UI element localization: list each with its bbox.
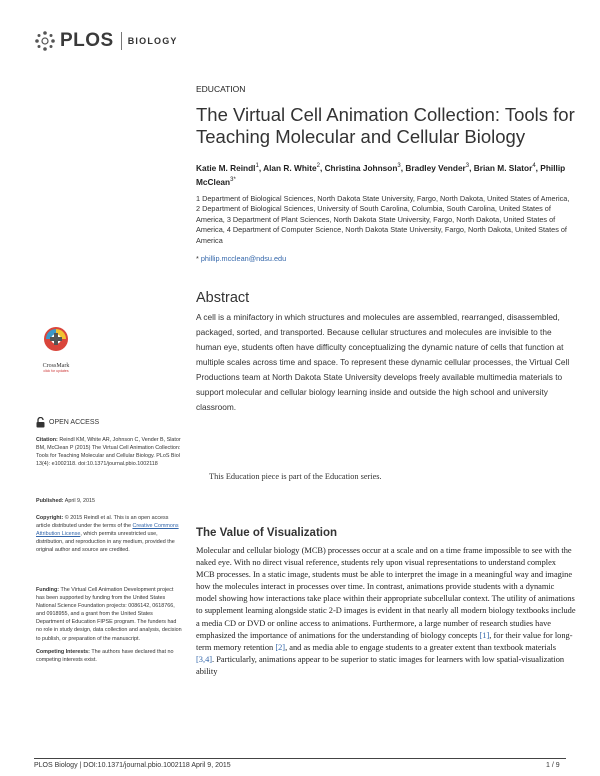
author-name[interactable]: Alan R. White	[263, 162, 317, 173]
author-name[interactable]: Bradley Vender	[405, 162, 466, 173]
author-list: Katie M. Reindl$^1$, Alan R. White$^2$, Christina Johnson$^3$, Bradley Vender$^3$, Brian M. Slator$^4$, Phillip McClean$^{3*}$	[196, 162, 566, 187]
corresponding-email	[196, 254, 286, 263]
reference-link[interactable]: [2]	[275, 642, 286, 652]
abstract-heading: Abstract	[196, 290, 250, 306]
article-section: EDUCATION	[196, 84, 246, 94]
author-name[interactable]: Christina Johnson	[324, 162, 398, 173]
abstract-text: A cell is a minifactory in which structures and molecules are assembled, rearranged, disassembled, packaged, sorted, and transported. Because cellular structures and molecules are invisible to the human eye, students often have difficulty conceptualizing the dynamic nature of cells that function at multiple scales across time and space. To represent these dynamic cellular processes, the Virtual Cell Productions team at North Dakota State University develops freely available multimedia materials to support molecular and cellular biology learning inside and outside the high school and university classroom.	[196, 312, 570, 412]
footer-divider	[34, 758, 566, 759]
funding-block: Funding: The Virtual Cell Animation Development project has been supported by funding from the United States National Science Foundation projects: 0086142, 0618766, and 0918955, and a grant from the United States Department of Education FIPSE program. The funders had no role in study design, data collection and analysis, decision to publish, or preparation of the manuscript.	[36, 587, 182, 642]
plos-dots-icon	[34, 30, 56, 52]
author-name[interactable]: Brian M. Slator	[473, 162, 533, 173]
license-link[interactable]: Creative Commons Attribution License	[36, 523, 179, 538]
crossmark-badge[interactable]	[36, 326, 76, 373]
copyright-block: Copyright: © 2015 Reindl et al. This is an open access article distributed under the terms of the Creative Commons Attribution License, which permits unrestricted use, distribution, and reproduction in any medium, provided the original author and source are credited.	[36, 515, 179, 554]
affiliations: 1 Department of Biological Sciences, North Dakota State University, Fargo, North Dakota, United States of America, 2 Department of Biological Sciences, University of South Carolina, Columbia, South Carolina, United States of America, 3 Department of Plant Sciences, North Dakota State University, Fargo, North Dakota, United States of America, 4 Department of Computer Science, North Dakota State University, Fargo, North Dakota, United States of America	[196, 194, 570, 245]
education-series-note: This Education piece is part of the Education series.	[209, 472, 382, 481]
citation-block: Citation: Reindl KM, White AR, Johnson C, Vender B, Slator BM, McClean P (2015) The Virtual Cell Animation Collection: Tools for Teaching Molecular and Cellular Biology. PLoS Biol 13(4): e1002118. doi:10.1371/journal.pbio.1002118	[36, 437, 181, 468]
competing-interests-block: Competing Interests: The authors have declared that no competing interests exist.	[36, 649, 174, 664]
page-number: 1 / 9	[546, 762, 560, 769]
footer-citation: PLOS Biology | DOI:10.1371/journal.pbio.1002118 April 9, 2015	[34, 762, 231, 769]
article-title: The Virtual Cell Animation Collection: Tools for Teaching Molecular and Cellular Biology	[196, 104, 575, 147]
section-body-text: Molecular and cellular biology (MCB) processes occur at a scale and on a time frame impossible to see with the naked eye. With no direct visual reference, students rely upon visual representations to understand complex MCB processes. In a static image, students must be able to interpret the image in a meaningful way and imagine how the molecules interact in processes over time. In contrast, animations provide students with a dynamic model showing how interactions take place within their appropriate subcellular context. The utility of animations to supplement learning alongside static 2-D images is evident in that nearly all modern biology textbooks include a media CD or DVD or online access to animations. Furthermore, a large number of research studies have emphasized the importance of animations for the understanding of biology concepts [1], for their value for long-term memory retention [2], and as media able to engage students to a greater extent than textbook materials [3,4]. Particularly, animations appear to be superior to static images for learners with low spatial-visualization ability	[196, 546, 576, 676]
asterisk-symbol: *	[196, 254, 199, 263]
plos-biology-logo	[34, 30, 178, 52]
section-heading: The Value of Visualization	[196, 527, 338, 539]
publisher-name: PLOS	[60, 30, 114, 51]
reference-link[interactable]: [1]	[479, 630, 490, 640]
published-date: Published: April 9, 2015	[36, 498, 96, 504]
crossmark-sublabel: click for updates	[43, 369, 69, 373]
crossmark-label: CrossMark	[42, 363, 70, 369]
logo-divider	[121, 32, 122, 50]
open-access-badge	[36, 417, 99, 428]
author-name[interactable]: Phillip McClean	[196, 162, 566, 187]
open-access-label: OPEN ACCESS	[49, 419, 100, 426]
author-name[interactable]: Katie M. Reindl	[196, 162, 256, 173]
crossmark-icon	[43, 326, 69, 356]
reference-link[interactable]: [3,4]	[196, 654, 213, 664]
open-lock-icon	[36, 417, 45, 428]
email-link[interactable]: phillip.mcclean@ndsu.edu	[200, 254, 287, 263]
journal-name: BIOLOGY	[127, 36, 178, 46]
